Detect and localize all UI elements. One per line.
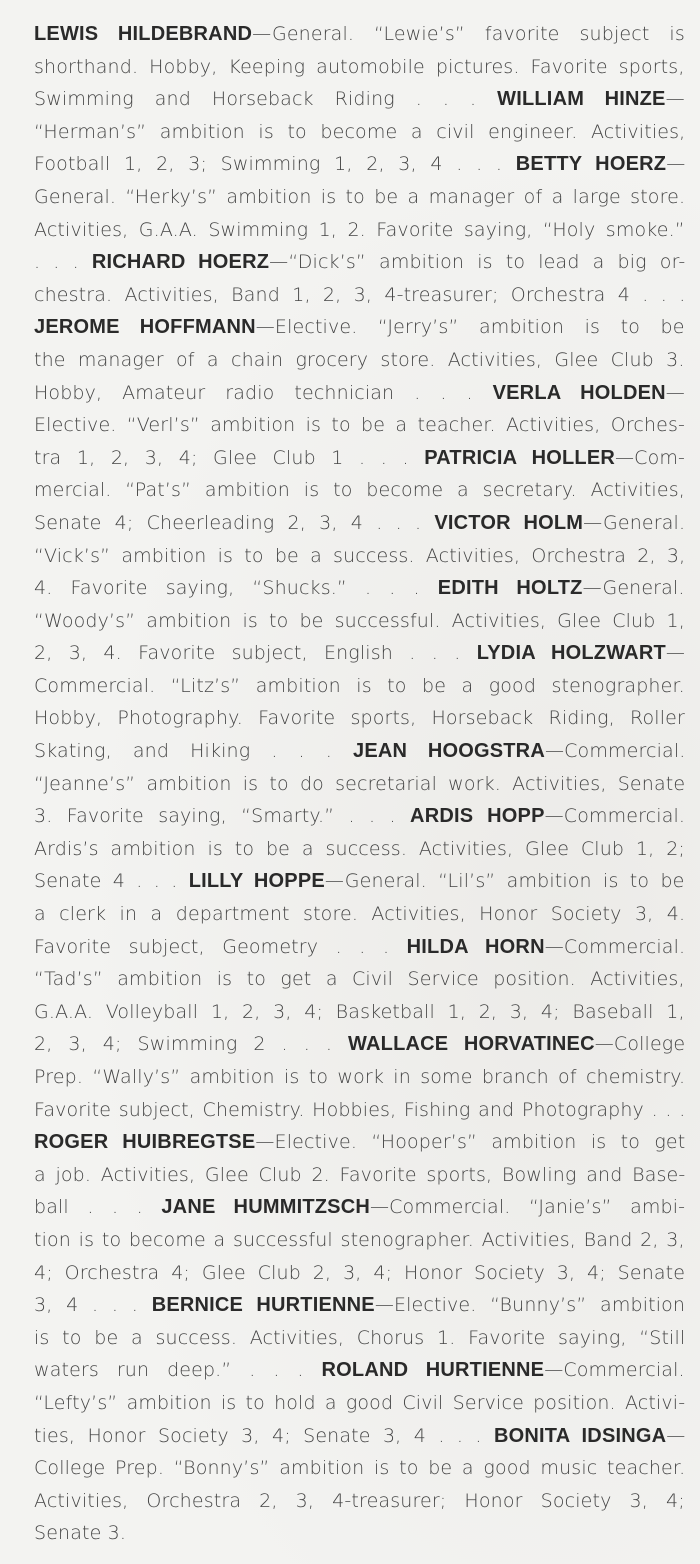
biography-text: Favorite subject, Chemistry. Hobbies, Fishing and Photography . . . [34,1098,686,1121]
text-line [34,1289,685,1322]
student-name: PATRICIA HOLLER [424,446,616,469]
text-line [34,800,685,833]
biography-text: —Commercial. [544,1359,685,1382]
biography-text: 4. Favorite saying, “Shucks.” . . . [34,577,438,600]
biography-text: tion is to become a successful stenographer. Activities, Band 2, 3, [34,1228,685,1251]
biography-text: —Elective. “Bunny’s” ambition [374,1294,686,1317]
text-line [34,898,685,931]
biography-text: —General. [583,511,686,534]
student-name: VERLA HOLDEN [492,381,666,404]
biography-text: chestra. Activities, Band 1, 2, 3, 4-treasurer; Orchestra 4 . . . [34,283,686,306]
text-line [34,1224,685,1257]
text-line [34,1452,685,1485]
biography-text: a job. Activities, Glee Club 2. Favorite sports, Bowling and Base- [34,1163,686,1186]
text-line [34,637,685,670]
text-line [34,1322,685,1355]
biography-text: Swimming and Horseback Riding . . . [34,88,498,111]
biography-text: “Woody’s” ambition is to be successful. Activities, Glee Club 1, [34,609,685,632]
biography-text: 4; Orchestra 4; Glee Club 2, 3, 4; Honor Society 3, 4; Senate [34,1261,686,1284]
student-name: EDITH HOLTZ [437,577,583,600]
biography-text: —Commercial. [544,740,686,763]
text-line [34,1061,685,1094]
text-line [34,377,685,410]
biography-text: —Commercial. [544,805,686,828]
text-line [34,768,685,801]
biography-text: is to be a success. Activities, Chorus 1. Favorite saying, “Still [34,1326,686,1349]
text-line [34,1028,685,1061]
biography-text: tra 1, 2, 3, 4; Glee Club 1 . . . [34,446,425,469]
text-line [34,702,685,735]
biography-text: G.A.A. Volleyball 1, 2, 3, 4; Basketball 1, 2, 3, 4; Baseball 1, [34,1000,685,1023]
text-line [34,931,685,964]
text-line [34,670,685,703]
biography-text: Commercial. “Litz’s” ambition is to be a good stenographer. [34,674,685,697]
student-name: JEAN HOOGSTRA [353,740,545,763]
biography-text: — [666,153,686,176]
biography-text: —Elective. “Hooper’s” ambition is to get [255,1131,686,1154]
biography-text: —College [594,1033,686,1056]
biography-text: “Herman’s” ambition is to become a civil engineer. Activities, [34,120,686,143]
student-name: LEWIS HILDEBRAND [34,23,253,45]
student-name: HILDA HORN [406,935,545,958]
biography-text: —General. “Lewie’s” favorite subject is [252,23,685,45]
student-name: BERNICE HURTIENNE [151,1294,375,1317]
biography-text: waters run deep.” . . . [34,1359,322,1382]
text-line [34,1159,685,1192]
biography-text: “Tad’s” ambition is to get a Civil Service position. Activities, [34,968,685,991]
biography-text: Hobby, Amateur radio technician . . . [34,381,493,404]
biography-text: ties, Honor Society 3, 4; Senate 3, 4 . . . [34,1424,494,1447]
student-name: RICHARD HOERZ [91,251,270,274]
biography-text: “Lefty’s” ambition is to hold a good Civil Service position. Activi- [34,1391,686,1414]
biography-text: “Vick’s” ambition is to be a success. Activities, Orchestra 2, 3, [34,544,686,567]
biography-text: —Elective. “Jerry’s” ambition is to be [255,316,685,339]
student-name: LYDIA HOLZWART [476,642,666,665]
text-line [34,1387,685,1420]
text-line [34,18,685,51]
biography-text: Elective. “Verl’s” ambition is to be a teacher. Activities, Orches- [34,414,686,437]
biography-text: —Com- [615,446,686,469]
text-line [34,1094,685,1127]
student-name: ROGER HUIBREGTSE [34,1131,256,1154]
student-name: WILLIAM HINZE [497,88,666,111]
student-name: WALLACE HORVATINEC [348,1033,595,1056]
text-line [34,996,685,1029]
biography-text: — [665,642,686,665]
biography-text: General. “Herky’s” ambition is to be a manager of a large store. [34,185,686,208]
text-line [34,1191,685,1224]
text-line [34,1126,685,1159]
biography-text: the manager of a chain grocery store. Activities, Glee Club 3. [34,348,685,371]
student-name: BONITA IDSINGA [493,1424,667,1447]
biography-text: . . . [34,251,92,274]
biography-text: —Commercial. [544,935,686,958]
biography-text: Senate 4; Cheerleading 2, 3, 4 . . . [34,511,435,534]
student-name: ROLAND HURTIENNE [321,1359,545,1382]
biography-text: —Commercial. “Janie’s” ambi- [369,1196,686,1219]
biography-text: —General. [582,577,685,600]
biography-text: —General. “Lil’s” ambition is to be [324,870,685,893]
text-line [34,409,685,442]
biography-text: Prep. “Wally’s” ambition is to work in some branch of chemistry. [34,1066,686,1088]
text-line [34,540,685,573]
biography-text-block [34,18,685,1550]
biography-text: 3, 4 . . . [34,1294,152,1317]
student-name: VICTOR HOLM [434,511,584,534]
text-line [34,344,685,377]
biography-text: Hobby, Photography. Favorite sports, Horseback Riding, Roller [34,707,685,730]
student-name: JANE HUMMITZSCH [161,1196,370,1219]
student-name: BETTY HOERZ [515,153,667,176]
biography-text: Senate 4 . . . [34,870,189,893]
biography-text: ball . . . [34,1196,162,1219]
biography-text: Senate 3. [34,1522,127,1545]
text-line [34,572,685,605]
text-line [34,1517,685,1550]
text-line [34,246,685,279]
biography-text: 2, 3, 4. Favorite subject, English . . . [34,642,477,665]
biography-text: — [665,381,685,404]
text-line [34,735,685,768]
biography-text: —“Dick’s” ambition is to lead a big or- [269,251,686,274]
biography-text: Football 1, 2, 3; Swimming 1, 2, 3, 4 . . . [34,153,516,176]
text-line [34,116,685,149]
text-line [34,214,685,247]
biography-text: Ardis’s ambition is to be a success. Activities, Glee Club 1, 2; [34,837,685,860]
biography-text: shorthand. Hobby, Keeping automobile pictures. Favorite sports, [34,55,685,78]
student-name: ARDIS HOPP [410,805,545,828]
text-line [34,83,685,116]
biography-text: “Jeanne’s” ambition is to do secretarial work. Activities, Senate [34,772,686,795]
text-line [34,181,685,214]
text-line [34,311,685,344]
biography-text: Activities, Orchestra 2, 3, 4-treasurer; Honor Society 3, 4; [34,1489,685,1512]
text-line [34,507,685,540]
text-line [34,148,685,181]
text-line [34,605,685,638]
biography-text: mercial. “Pat’s” ambition is to become a secretary. Activities, [34,479,685,502]
text-line [34,963,685,996]
text-line [34,279,685,312]
text-line [34,1485,685,1518]
text-line [34,51,685,84]
text-line [34,1420,685,1453]
biography-text: Activities, G.A.A. Swimming 1, 2. Favorite saying, “Holy smoke.” [34,218,685,241]
text-line [34,1354,685,1387]
text-line [34,474,685,507]
text-line [34,442,685,475]
biography-text: 2, 3, 4; Swimming 2 . . . [34,1033,349,1056]
biography-text: — [665,88,685,111]
student-name: JEROME HOFFMANN [34,316,256,339]
text-line [34,1257,685,1290]
biography-text: — [666,1424,686,1447]
text-line [34,833,685,866]
biography-text: Favorite subject, Geometry . . . [34,935,407,958]
text-line [34,865,685,898]
biography-text: Skating, and Hiking . . . [34,740,354,763]
biography-text: a clerk in a department store. Activities, Honor Society 3, 4. [34,903,686,926]
biography-text: College Prep. “Bonny’s” ambition is to be a good music teacher. [34,1457,686,1480]
biography-text: 3. Favorite saying, “Smarty.” . . . [34,805,411,828]
student-name: LILLY HOPPE [188,870,325,893]
